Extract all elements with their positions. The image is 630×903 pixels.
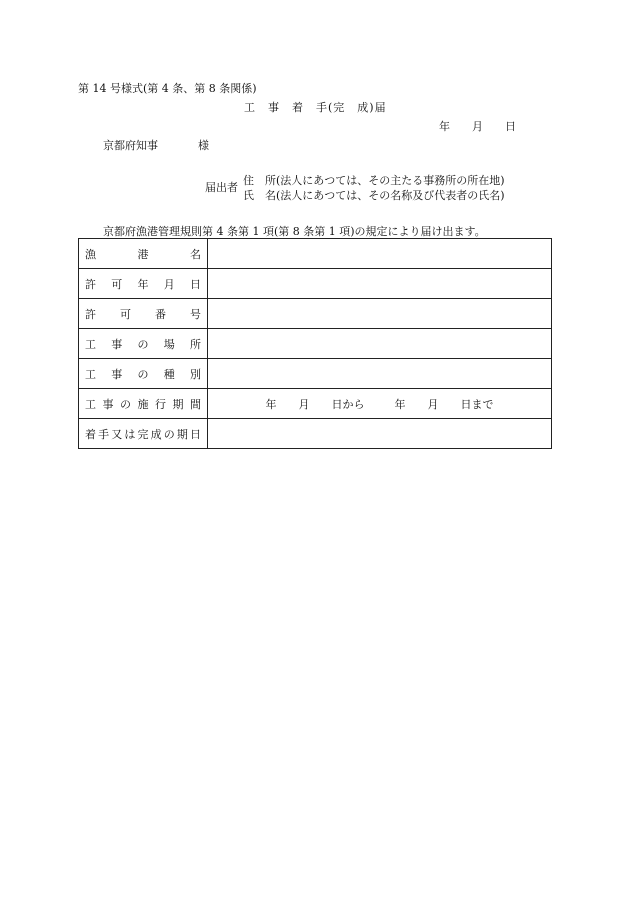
- table-row: [79, 419, 552, 449]
- label-char: 月: [163, 277, 175, 291]
- label-char: の: [137, 367, 149, 381]
- document-title: 工 事 着 手(完 成)届: [244, 101, 387, 114]
- permit-date-value[interactable]: [208, 269, 552, 299]
- table-row: [79, 329, 552, 359]
- label-char: 工: [85, 337, 96, 351]
- label-char: 着: [85, 427, 96, 441]
- row-label-text: [79, 276, 207, 292]
- label-char: 成: [150, 427, 162, 441]
- label-char: 日: [190, 277, 201, 291]
- table-row: [79, 299, 552, 329]
- label-char: 又: [111, 427, 123, 441]
- label-char: の: [120, 397, 131, 411]
- addressee: [103, 139, 209, 153]
- label-char: 名: [190, 247, 201, 261]
- work-location-value[interactable]: [208, 329, 552, 359]
- applicant-address-line: 住 所(法人にあつては、その主たる事務所の所在地): [243, 174, 505, 187]
- date-year: 年: [439, 120, 450, 133]
- label-char: 完: [137, 427, 149, 441]
- label-char: 期: [172, 397, 184, 411]
- form-table-body: [79, 239, 552, 449]
- row-label-text: [79, 246, 207, 262]
- table-row: [79, 239, 552, 269]
- date-line: [439, 120, 516, 134]
- work-type-value[interactable]: [208, 359, 552, 389]
- period-start-month: 月: [298, 397, 310, 411]
- label-char: 日: [190, 427, 201, 441]
- label-char: 号: [190, 307, 201, 321]
- label-char: 工: [85, 367, 96, 381]
- table-row: [79, 359, 552, 389]
- addressee-honorific: 様: [198, 139, 209, 152]
- applicant-label: 届出者: [205, 181, 238, 194]
- permit-number-label: [79, 299, 208, 329]
- row-label-text: [79, 366, 207, 382]
- lead-text: 京都府漁港管理規則第 4 条第 1 項(第 8 条第 1 項)の規定により届け出ます。: [103, 225, 486, 238]
- label-char: 事: [111, 337, 123, 351]
- label-char: 許: [85, 307, 96, 321]
- label-char: 種: [163, 367, 175, 381]
- label-char: 期: [176, 427, 188, 441]
- addressee-name: 京都府知事: [103, 139, 158, 152]
- table-row: [79, 269, 552, 299]
- label-char: 許: [85, 277, 96, 291]
- label-char: の: [137, 337, 149, 351]
- applicant-fields: [243, 173, 505, 203]
- work-type-label: [79, 359, 208, 389]
- label-char: は: [124, 427, 136, 441]
- period-start-day: 日から: [331, 397, 365, 411]
- label-char: 手: [98, 427, 110, 441]
- start-completion-date-value[interactable]: [208, 419, 552, 449]
- row-label-text: [79, 396, 207, 412]
- label-char: 場: [163, 337, 175, 351]
- period-end-year: 年: [394, 397, 406, 411]
- label-char: 別: [190, 367, 201, 381]
- label-char: 漁: [85, 247, 96, 261]
- label-char: 事: [102, 397, 114, 411]
- period-end-day: 日まで: [460, 397, 494, 411]
- label-char: 可: [120, 307, 131, 321]
- period-start-year: 年: [265, 397, 277, 411]
- label-char: 事: [111, 367, 123, 381]
- row-label-text: [79, 306, 207, 322]
- label-char: の: [163, 427, 175, 441]
- date-day: 日: [505, 120, 516, 133]
- form-number: 第 14 号様式(第 4 条、第 8 条関係): [78, 82, 257, 95]
- period-end-month: 月: [427, 397, 439, 411]
- label-char: 所: [190, 337, 201, 351]
- label-char: 施: [137, 397, 149, 411]
- label-char: 年: [137, 277, 149, 291]
- row-label-text: [79, 426, 207, 442]
- permit-number-value[interactable]: [208, 299, 552, 329]
- label-char: 可: [111, 277, 123, 291]
- work-period-label: [79, 389, 208, 419]
- fishing-port-name-value[interactable]: [208, 239, 552, 269]
- row-label-text: [79, 336, 207, 352]
- date-month: 月: [472, 120, 483, 133]
- label-char: 港: [137, 247, 149, 261]
- work-period-value[interactable]: [208, 389, 552, 419]
- label-char: 行: [155, 397, 166, 411]
- label-char: 間: [190, 397, 201, 411]
- permit-date-label: [79, 269, 208, 299]
- table-row: [79, 389, 552, 419]
- fishing-port-name-label: [79, 239, 208, 269]
- label-char: 番: [155, 307, 166, 321]
- label-char: 工: [85, 397, 96, 411]
- work-location-label: [79, 329, 208, 359]
- applicant-name-line: 氏 名(法人にあつては、その名称及び代表者の氏名): [243, 189, 505, 202]
- form-table: [78, 238, 552, 449]
- start-completion-date-label: [79, 419, 208, 449]
